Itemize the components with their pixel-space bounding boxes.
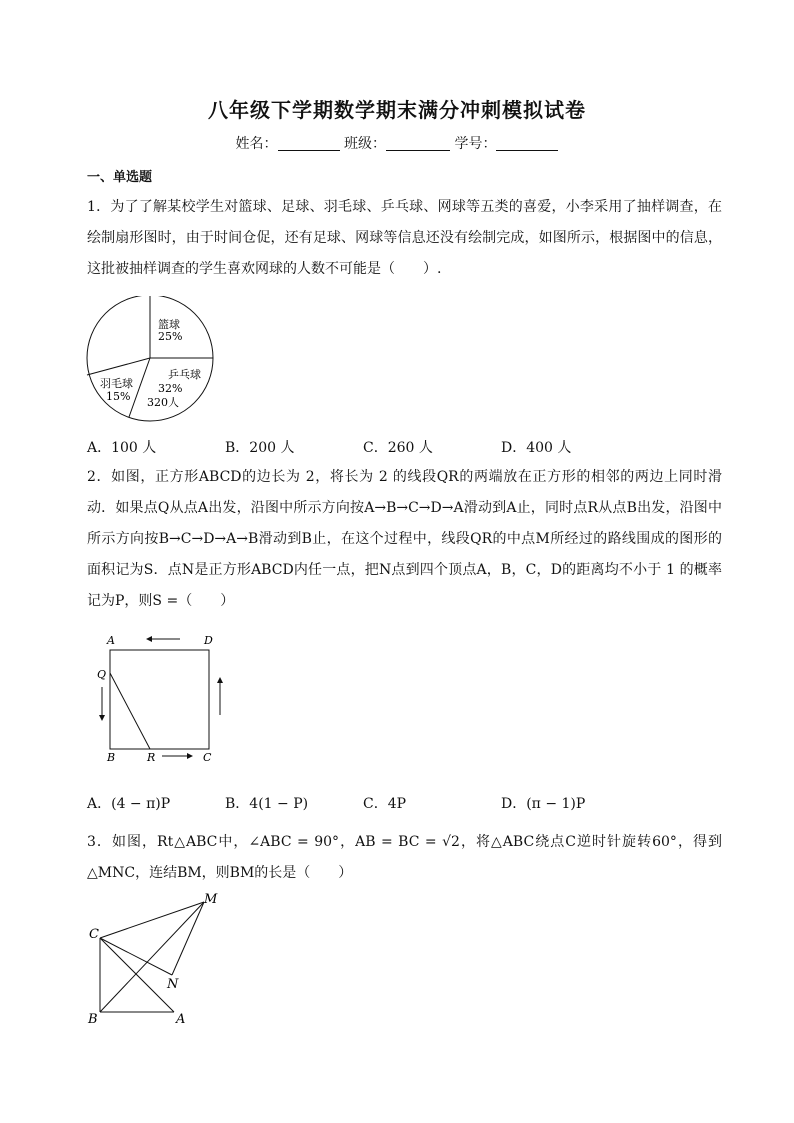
- question-2-text: 2．如图，正方形ABCD的边长为 2，将长为 2 的线段QR的两端放在正方形的相邻的两边上同时滑动．如果点Q从点A出发，沿图中所示方向按A→B→C→D→A滑动到A止，同时点R从点B出发，沿图中所示方向按B→C→D→A→B滑动到B止，在这个过程中，线段QR的中点M所经过的路线围成的图形的面积记为S．点N是正方形ABCD内任一点，把N点到四个顶点A，B，C，D的距离均不小于 1 的概率记为P，则S =（ ）: [87, 469, 722, 609]
- label-m: M: [204, 892, 218, 907]
- q1-pie-chart: [84, 296, 224, 428]
- label-c: C: [89, 927, 99, 942]
- exam-title: 八年级下学期数学期末满分冲刺模拟试卷: [208, 98, 586, 122]
- badminton-pct: 15%: [106, 390, 131, 403]
- q1-option-d[interactable]: D．400 人: [501, 440, 572, 456]
- segment-bm: [100, 902, 204, 1012]
- question-3-text: 3．如图，Rt△ABC中，∠ABC = 90°，AB = BC = √2，将△ABC绕点C逆时针旋转60°，得到△MNC，连结BM，则BM的长是（ ）: [87, 834, 722, 881]
- q1-option-b[interactable]: B．200 人: [225, 440, 295, 456]
- student-info-line: [0, 133, 794, 153]
- label-c: C: [203, 751, 212, 764]
- id-blank[interactable]: [496, 136, 558, 151]
- label-b: B: [107, 751, 116, 764]
- arrow-up-icon: [217, 677, 223, 683]
- side-cm: [100, 902, 204, 938]
- arrow-left-icon: [146, 636, 152, 642]
- q1-option-a[interactable]: A．100 人: [87, 440, 157, 456]
- basketball-pct: 25%: [158, 330, 183, 343]
- label-r: R: [147, 751, 156, 764]
- pingpong-label: 乒乓球: [168, 368, 201, 381]
- id-label: 学号：: [454, 136, 497, 152]
- q2-option-b[interactable]: B．4(1 − P): [225, 796, 309, 812]
- label-a: A: [107, 634, 115, 647]
- q2-option-c[interactable]: C．4P: [363, 796, 407, 812]
- question-2-options: [87, 793, 727, 817]
- label-d: D: [204, 634, 213, 647]
- q2-option-a[interactable]: A．(4 − π)P: [87, 796, 171, 812]
- side-nm: [172, 902, 204, 975]
- pingpong-pct: 32%: [158, 382, 183, 395]
- q2-option-d[interactable]: D．(π − 1)P: [501, 796, 586, 812]
- square-abcd: [110, 650, 209, 749]
- arrow-right-icon: [187, 753, 193, 759]
- q1-option-c[interactable]: C．260 人: [363, 440, 433, 456]
- arrow-down-icon: [99, 715, 105, 721]
- badminton-label: 羽毛球: [100, 377, 133, 390]
- pie-divider-left: [87, 358, 150, 375]
- class-blank[interactable]: [386, 136, 450, 151]
- label-n: N: [167, 977, 179, 992]
- basketball-label: 篮球: [158, 318, 180, 331]
- pingpong-count: 320人: [147, 396, 179, 409]
- label-a: A: [176, 1012, 186, 1027]
- class-label: 班级：: [344, 136, 386, 152]
- q3-triangle-figure: [84, 890, 224, 1030]
- question-1-options: [87, 437, 727, 461]
- name-blank[interactable]: [278, 136, 340, 151]
- name-label: 姓名：: [235, 136, 278, 152]
- label-b: B: [88, 1012, 98, 1027]
- side-cn: [100, 938, 172, 975]
- section-heading: 一、单选题: [87, 170, 153, 185]
- segment-qr: [110, 673, 150, 749]
- question-1-text: 1．为了了解某校学生对篮球、足球、羽毛球、乒乓球、网球等五类的喜爱，小李采用了抽样调查，在绘制扇形图时，由于时间仓促，还有足球、网球等信息还没有绘制完成，如图所示，根据图中的信息，这批被抽样调查的学生喜欢网球的人数不可能是（ ）.: [87, 199, 722, 277]
- label-q: Q: [97, 668, 107, 681]
- q2-square-figure: [90, 630, 230, 770]
